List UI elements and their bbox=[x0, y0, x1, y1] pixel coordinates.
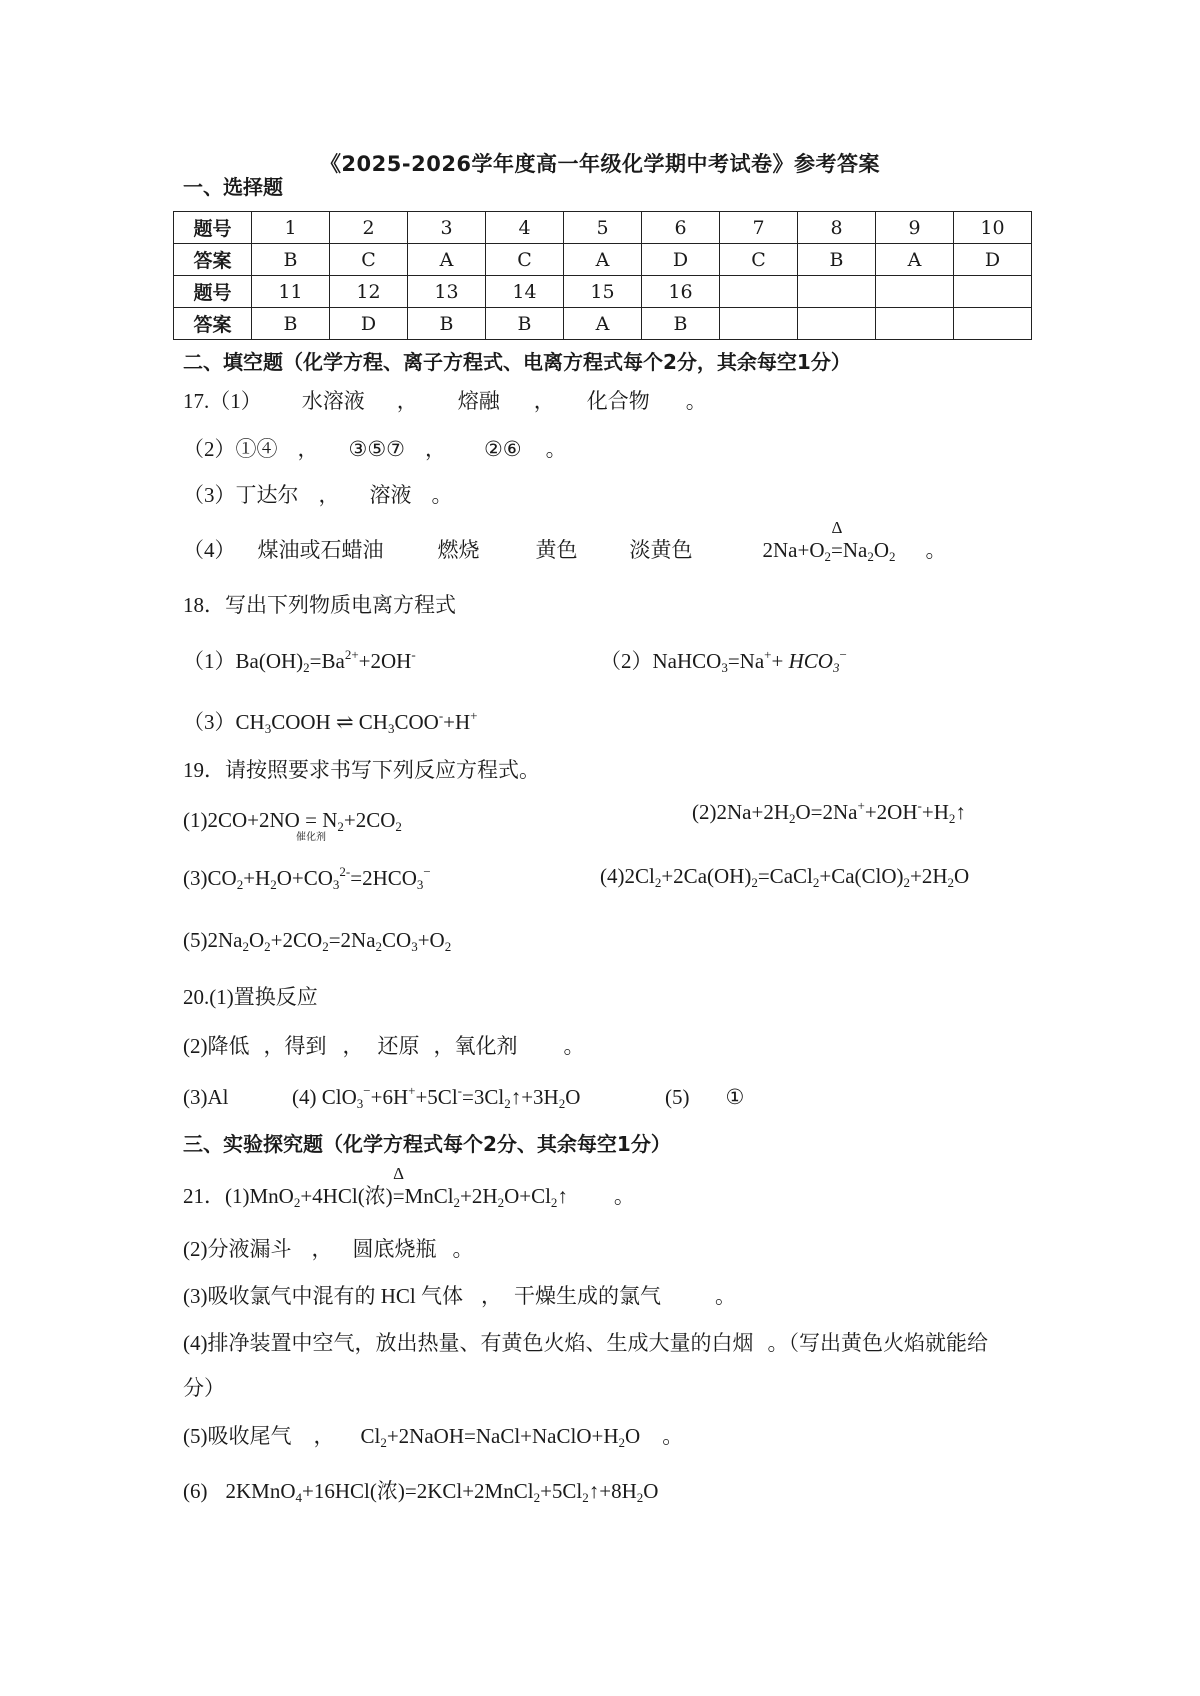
q19-part1 bbox=[183, 808, 402, 843]
answer-text: 分液漏斗 bbox=[207, 1237, 292, 1261]
answer-text: 水溶液 bbox=[301, 389, 365, 413]
page-title: 《2025-2026学年度高一年级化学期中考试卷》参考答案 bbox=[319, 152, 881, 176]
row-label: 答案 bbox=[174, 308, 252, 340]
answer-text: (3)Al bbox=[183, 1085, 229, 1109]
answer-text: 煤油或石蜡油 bbox=[257, 538, 384, 562]
answer-text: 氧化剂 bbox=[454, 1034, 518, 1058]
equation: $Ba(OH)_2=Ba^{2+}+2OH^-$ bbox=[235, 647, 416, 675]
equation: $2Na+O_2$ Δ $=Na_2O_2$ bbox=[762, 518, 896, 564]
table-cell: 1 bbox=[252, 212, 330, 244]
sep: ， bbox=[313, 1424, 335, 1448]
q21-part4 bbox=[183, 1327, 988, 1357]
q21-part6 bbox=[183, 1475, 658, 1505]
sep: 。 bbox=[563, 1034, 585, 1058]
table-cell: D bbox=[642, 244, 720, 276]
q18-intro: 18．写出下列物质电离方程式 bbox=[183, 593, 456, 617]
equation: $2Cl_2+2Ca(OH)_2=CaCl_2+Ca(ClO)_2+2H_2O$ bbox=[624, 864, 970, 890]
table-cell: 15 bbox=[564, 276, 642, 308]
equation: 2KMnO$_4$+16HCl(浓)$=2KCl+2MnCl_2+5Cl_2↑+8H_2O$ bbox=[225, 1479, 659, 1505]
sep: ， bbox=[396, 389, 418, 413]
sep: ， bbox=[342, 1034, 364, 1058]
equation: $2Na+2H_2O=2Na^++2OH^-+H_2↑$ bbox=[716, 798, 966, 826]
heat-symbol: Δ bbox=[831, 518, 843, 537]
table-cell: 13 bbox=[408, 276, 486, 308]
heat-symbol: Δ bbox=[393, 1164, 405, 1183]
table-cell: C bbox=[486, 244, 564, 276]
table-cell: 5 bbox=[564, 212, 642, 244]
table-cell bbox=[954, 308, 1032, 340]
answer-text: 熔融 bbox=[457, 389, 500, 413]
sep: 。 bbox=[685, 389, 707, 413]
sep: 。 bbox=[545, 437, 567, 461]
q-label: (2) bbox=[183, 1237, 208, 1261]
sep: ， bbox=[263, 1034, 285, 1058]
section-heading-experiment: 三、实验探究题（化学方程式每个2分、其余每空1分） bbox=[183, 1132, 671, 1156]
sep: ， bbox=[424, 437, 446, 461]
sep: 。 bbox=[662, 1424, 684, 1448]
q20-part1: 20.(1)置换反应 bbox=[183, 985, 318, 1009]
equation: $ClO_3^-+6H^++5Cl^-=3Cl_2↑+3H_2O$ bbox=[321, 1083, 581, 1111]
q18-part1 bbox=[183, 645, 416, 675]
table-row bbox=[174, 244, 1032, 276]
table-cell: 8 bbox=[798, 212, 876, 244]
q-label: (3) bbox=[183, 866, 208, 890]
q-label: (5) bbox=[183, 928, 208, 952]
table-cell: B bbox=[642, 308, 720, 340]
answer-text: 排净装置中空气 bbox=[207, 1331, 355, 1355]
sep: ， bbox=[318, 483, 340, 507]
q21-part4-cont: 分） bbox=[183, 1376, 225, 1400]
table-cell bbox=[798, 308, 876, 340]
section-heading-fill: 二、填空题（化学方程、离子方程式、电离方程式每个2分，其余每空1分） bbox=[183, 350, 851, 374]
answer-text: 化合物 bbox=[586, 389, 650, 413]
answer-text: 黄色 bbox=[535, 538, 578, 562]
table-cell: 16 bbox=[642, 276, 720, 308]
answer-text: 放出热量、有黄色火焰、生成大量的白烟 bbox=[375, 1331, 754, 1355]
table-cell bbox=[876, 276, 954, 308]
q17-part3 bbox=[183, 479, 453, 509]
answer-text: 降低 bbox=[207, 1034, 250, 1058]
sep: 。 bbox=[715, 1284, 737, 1308]
table-cell: 11 bbox=[252, 276, 330, 308]
row-label: 题号 bbox=[174, 276, 252, 308]
answer-text: 圆底烧瓶 bbox=[352, 1237, 437, 1261]
sep: ， bbox=[297, 437, 319, 461]
q17-part1 bbox=[183, 385, 707, 415]
answer-text: 还原 bbox=[377, 1034, 420, 1058]
q19-part3 bbox=[183, 866, 431, 891]
table-cell: A bbox=[408, 244, 486, 276]
q-label: （1） bbox=[183, 649, 236, 673]
table-cell: C bbox=[330, 244, 408, 276]
q-label: (2) bbox=[183, 1034, 208, 1058]
sep: ， bbox=[481, 1284, 503, 1308]
q19-intro: 19．请按照要求书写下列反应方程式。 bbox=[183, 758, 540, 782]
q-label: （2） bbox=[183, 437, 236, 461]
table-row bbox=[174, 308, 1032, 340]
table-cell: 7 bbox=[720, 212, 798, 244]
sep: ， bbox=[311, 1237, 333, 1261]
answer-text: 吸收尾气 bbox=[207, 1424, 292, 1448]
table-cell: 14 bbox=[486, 276, 564, 308]
sep: 。 bbox=[452, 1237, 474, 1261]
q-label: (5) bbox=[665, 1085, 690, 1109]
row-label: 答案 bbox=[174, 244, 252, 276]
table-cell bbox=[798, 276, 876, 308]
q-label: (6) bbox=[183, 1479, 208, 1503]
q20-part2 bbox=[183, 1030, 585, 1060]
q20-part5 bbox=[665, 1085, 744, 1110]
q21-part5 bbox=[183, 1420, 683, 1450]
q-label: 17.（1） bbox=[183, 389, 262, 413]
answer-text: ①④ bbox=[235, 437, 278, 461]
answer-text: 吸收氯气中混有的 HCl 气体 bbox=[207, 1284, 464, 1308]
answer-text: 燃烧 bbox=[437, 538, 480, 562]
q-label: （2） bbox=[600, 649, 653, 673]
q-label: （3） bbox=[183, 710, 236, 734]
table-cell bbox=[876, 308, 954, 340]
q19-part2 bbox=[692, 800, 966, 825]
answer-text: ① bbox=[725, 1085, 745, 1109]
equation: NaHCO$_3$=Na++ $HCO_3^-$ bbox=[652, 647, 847, 675]
sep: 。 bbox=[613, 1184, 635, 1208]
table-cell: A bbox=[876, 244, 954, 276]
equation: 2CO+2NO = 催化剂 $N_2+2CO_2$ bbox=[207, 808, 402, 843]
table-cell: D bbox=[330, 308, 408, 340]
sep: 。 bbox=[925, 538, 947, 562]
table-cell: A bbox=[564, 308, 642, 340]
equation: $2Na_2O_2+2CO_2=2Na_2CO_3+O_2$ bbox=[207, 928, 452, 954]
catalyst-label: 催化剂 bbox=[296, 832, 327, 843]
equation: $CH_3COOH$ ⇌ $CH_3COO^-+H^+$ bbox=[235, 708, 478, 736]
q-label: (4) bbox=[292, 1085, 317, 1109]
table-cell bbox=[720, 276, 798, 308]
table-cell: B bbox=[408, 308, 486, 340]
answer-text: ②⑥ bbox=[483, 437, 522, 461]
q18-part2 bbox=[600, 645, 847, 675]
table-cell: A bbox=[564, 244, 642, 276]
answer-text: 淡黄色 bbox=[629, 538, 693, 562]
table-cell: 6 bbox=[642, 212, 720, 244]
table-cell: B bbox=[252, 308, 330, 340]
answer-text: 丁达尔 bbox=[235, 483, 299, 507]
table-row bbox=[174, 276, 1032, 308]
note-text: 。（写出黄色火焰就能给 bbox=[767, 1331, 988, 1355]
equation: $Cl_2+2NaOH=NaCl+NaClO+H_2O$ bbox=[360, 1424, 641, 1450]
q21-part1 bbox=[183, 1164, 635, 1210]
equation: MnO$_2$+4HCl(浓) Δ $=MnCl_2+2H_2O+Cl_2↑$ bbox=[249, 1164, 568, 1210]
q-label: (5) bbox=[183, 1424, 208, 1448]
table-cell bbox=[954, 276, 1032, 308]
sep: ， bbox=[354, 1331, 376, 1355]
q19-part4 bbox=[600, 864, 969, 889]
q21-part2 bbox=[183, 1233, 474, 1263]
q-label: (1) bbox=[183, 808, 208, 832]
sep: ， bbox=[433, 1034, 455, 1058]
q17-part4 bbox=[183, 518, 947, 564]
table-cell bbox=[720, 308, 798, 340]
q-label: (3) bbox=[183, 1284, 208, 1308]
q-label: (4) bbox=[183, 1331, 208, 1355]
q19-part5 bbox=[183, 928, 451, 953]
answer-text: 得到 bbox=[284, 1034, 327, 1058]
table-cell: B bbox=[486, 308, 564, 340]
table-cell: D bbox=[954, 244, 1032, 276]
table-cell: 3 bbox=[408, 212, 486, 244]
q-label: （4） bbox=[183, 538, 236, 562]
table-cell: B bbox=[252, 244, 330, 276]
answer-text: ③⑤⑦ bbox=[348, 437, 405, 461]
q20-part4 bbox=[292, 1085, 580, 1110]
answer-table bbox=[173, 211, 1032, 340]
table-cell: 2 bbox=[330, 212, 408, 244]
table-cell: 4 bbox=[486, 212, 564, 244]
q-label: (4) bbox=[600, 864, 625, 888]
q-label: 21．(1) bbox=[183, 1184, 250, 1208]
equation: $CO_2+H_2O+CO_3^{2-}=2HCO_3^-$ bbox=[207, 864, 431, 892]
table-row bbox=[174, 212, 1032, 244]
table-cell: 10 bbox=[954, 212, 1032, 244]
sep: ， bbox=[533, 389, 555, 413]
table-cell: B bbox=[798, 244, 876, 276]
table-cell: 12 bbox=[330, 276, 408, 308]
q18-part3 bbox=[183, 706, 478, 736]
q20-part3 bbox=[183, 1085, 229, 1110]
sep: 。 bbox=[431, 483, 453, 507]
section-heading-choice: 一、选择题 bbox=[183, 175, 283, 199]
table-cell: C bbox=[720, 244, 798, 276]
q17-part2 bbox=[183, 433, 567, 463]
q-label: (2) bbox=[692, 800, 717, 824]
q-label: （3） bbox=[183, 483, 236, 507]
q21-part3 bbox=[183, 1280, 736, 1310]
answer-text: 溶液 bbox=[369, 483, 412, 507]
row-label: 题号 bbox=[174, 212, 252, 244]
answer-text: 干燥生成的氯气 bbox=[514, 1284, 662, 1308]
table-cell: 9 bbox=[876, 212, 954, 244]
